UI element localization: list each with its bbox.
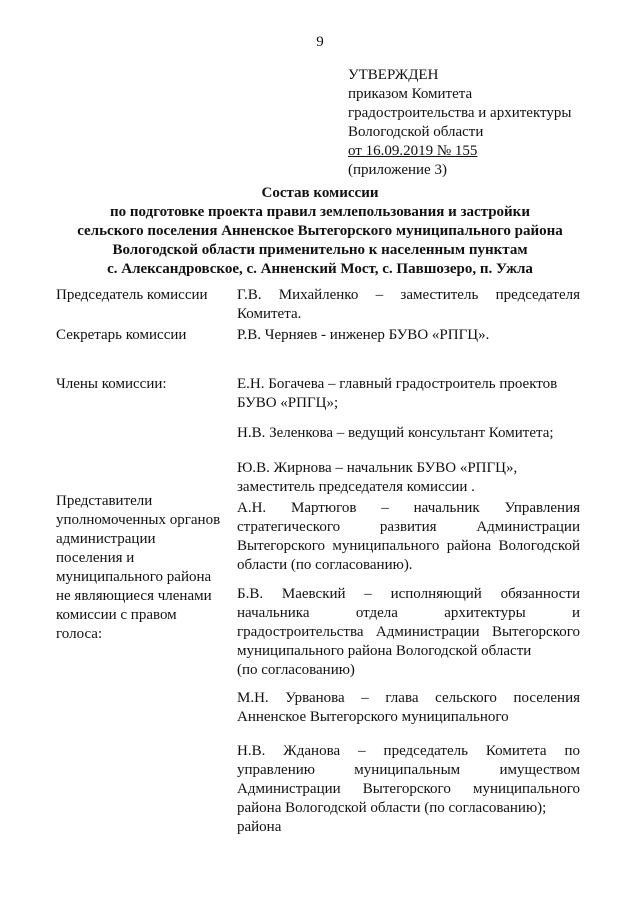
label-line: муниципального района [56, 569, 212, 585]
label-secretary: Секретарь комиссии [56, 327, 187, 343]
entry-rep-3 [237, 689, 580, 727]
entry-member-2 [237, 424, 580, 443]
label-line: не являющиеся членами [56, 588, 212, 604]
entry-line: Ю.В. Жирнова – начальник БУВО «РПГЦ», [237, 460, 518, 476]
entry-line: Е.Н. Богачева – главный градостроитель проектов [237, 376, 558, 392]
approval-line: Вологодской области [348, 124, 484, 140]
entry-line: Комитета. [237, 306, 302, 322]
entry-line: Г.В. Михайленко – заместитель председателя [237, 287, 580, 303]
approval-date: от 16.09.2019 № 155 [348, 143, 478, 159]
approval-heading: УТВЕРЖДЕН [348, 67, 439, 83]
entry-member-1 [237, 375, 580, 413]
entry-line: начальника отдела архитектуры и [237, 605, 580, 621]
approval-appendix: (приложение 3) [348, 162, 447, 178]
entry-line: района Вологодской области (по согласованию); [237, 800, 547, 816]
entry-line: заместитель председателя комиссии . [237, 479, 475, 495]
document-title [40, 184, 600, 279]
entry-line: управлению муниципальным имуществом [237, 762, 580, 778]
entry-line: Н.В. Зеленкова – ведущий консультант Комитета; [237, 425, 554, 441]
entry-line: стратегического развития Администрации [237, 519, 580, 535]
label-line: голоса: [56, 626, 103, 642]
label-line: администрации [56, 531, 156, 547]
entry-line: А.Н. Мартюгов – начальник Управления [237, 500, 580, 516]
label-chairman: Председатель комиссии [56, 287, 208, 303]
entry-line: (по согласованию) [237, 662, 355, 678]
entry-chairman [237, 286, 580, 324]
label-line: комиссии с правом [56, 607, 177, 623]
label-line: уполномоченных органов [56, 512, 221, 528]
entry-secretary [237, 326, 580, 345]
label-members: Члены комиссии: [56, 376, 167, 392]
approval-line: градостроительства и архитектуры [348, 105, 572, 121]
entry-line: Р.В. Черняев - инженер БУВО «РПГЦ». [237, 327, 490, 343]
entry-line: Администрации Вытегорского муниципального [237, 781, 580, 797]
entry-line: муниципального района Вологодской области [237, 643, 532, 659]
entry-rep-1 [237, 499, 580, 575]
entry-rep-2 [237, 585, 580, 680]
entry-line: Н.В. Жданова – председатель Комитета по [237, 743, 580, 759]
entry-line: М.Н. Урванова – глава сельского поселения [237, 690, 580, 706]
entry-line: БУВО «РПГЦ»; [237, 395, 339, 411]
label-line: поселения и [56, 550, 135, 566]
title-line: по подготовке проекта правил землепользования и застройки [110, 204, 530, 220]
entry-rep-4 [237, 742, 580, 837]
label-line: Представители [56, 493, 153, 509]
entry-line: Б.В. Маевский – исполняющий обязанности [237, 586, 580, 602]
title-line: Вологодской области применительно к населенным пунктам [112, 242, 528, 258]
entry-line: Вытегорского муниципального района Вологодской [237, 538, 580, 554]
entry-line: Анненское Вытегорского муниципального [237, 709, 509, 725]
entry-member-3 [237, 459, 580, 497]
title-line: с. Александровское, с. Анненский Мост, с. Павшозеро, п. Ужла [107, 261, 533, 277]
title-line: сельского поселения Анненское Вытегорского муниципального района [77, 223, 563, 239]
entry-line: района [237, 819, 282, 835]
approval-line: приказом Комитета [348, 86, 473, 102]
approval-block [348, 66, 571, 180]
entry-line: градостроительства Администрации Вытегорского [237, 624, 580, 640]
title-line: Состав комиссии [261, 185, 379, 201]
label-representatives [56, 492, 220, 644]
page-number: 9 [316, 34, 324, 50]
entry-line: области (по согласованию). [237, 557, 413, 573]
